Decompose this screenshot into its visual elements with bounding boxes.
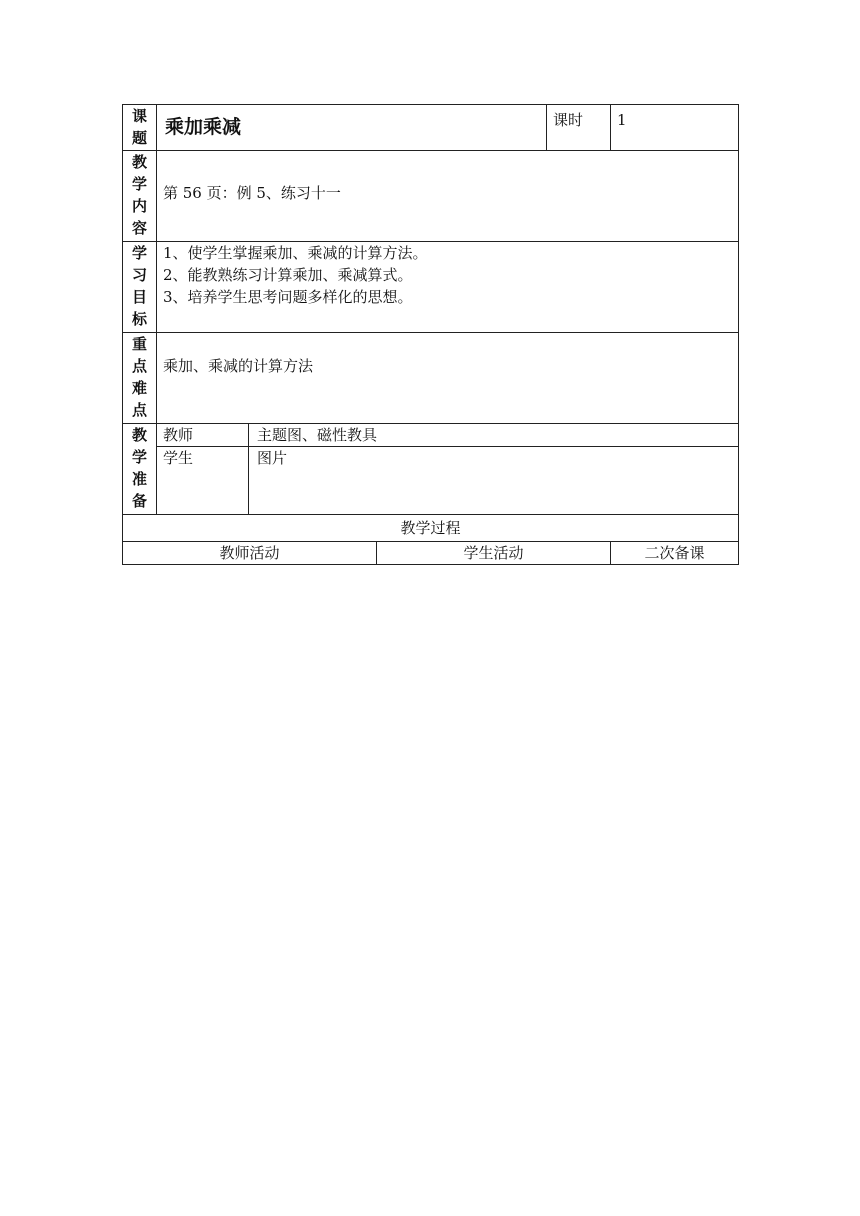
process-columns-row bbox=[123, 542, 739, 565]
goal-item: 2、能教熟练习计算乘加、乘减算式。 bbox=[163, 266, 413, 284]
key-points-label: 重 点 难 点 bbox=[123, 333, 157, 424]
process-title: 教学过程 bbox=[123, 515, 739, 542]
column-student-activity: 学生活动 bbox=[377, 542, 611, 565]
prep-who: 教师 bbox=[157, 424, 249, 447]
column-second-prep: 二次备课 bbox=[611, 542, 739, 565]
lesson-plan-sheet bbox=[122, 104, 738, 565]
key-points-value: 乘加、乘减的计算方法 bbox=[157, 333, 739, 424]
topic-value-cell bbox=[157, 105, 547, 151]
lesson-title: 乘加乘减 bbox=[165, 116, 242, 138]
process-title-row bbox=[123, 515, 739, 542]
prep-what: 主题图、磁性教具 bbox=[249, 424, 739, 447]
prep-who: 学生 bbox=[157, 447, 249, 515]
goals-list bbox=[157, 242, 739, 333]
key-points-row bbox=[123, 333, 739, 424]
period-label: 课时 bbox=[547, 105, 611, 151]
goal-item: 1、使学生掌握乘加、乘减的计算方法。 bbox=[163, 244, 428, 262]
prep-row-student bbox=[123, 447, 739, 515]
content-value: 第 56 页：例 5、练习十一 bbox=[157, 151, 739, 242]
content-row bbox=[123, 151, 739, 242]
prep-row-teacher bbox=[123, 424, 739, 447]
topic-label: 课 题 bbox=[123, 105, 157, 151]
column-teacher-activity: 教师活动 bbox=[123, 542, 377, 565]
prep-what: 图片 bbox=[249, 447, 739, 515]
prep-label: 教 学 准 备 bbox=[123, 424, 157, 515]
goal-item: 3、培养学生思考问题多样化的思想。 bbox=[163, 288, 413, 306]
goals-row bbox=[123, 242, 739, 333]
topic-row bbox=[123, 105, 739, 151]
lesson-plan-table bbox=[122, 104, 739, 565]
goals-label: 学 习 目 标 bbox=[123, 242, 157, 333]
content-label: 教 学 内 容 bbox=[123, 151, 157, 242]
period-value: 1 bbox=[611, 105, 739, 151]
